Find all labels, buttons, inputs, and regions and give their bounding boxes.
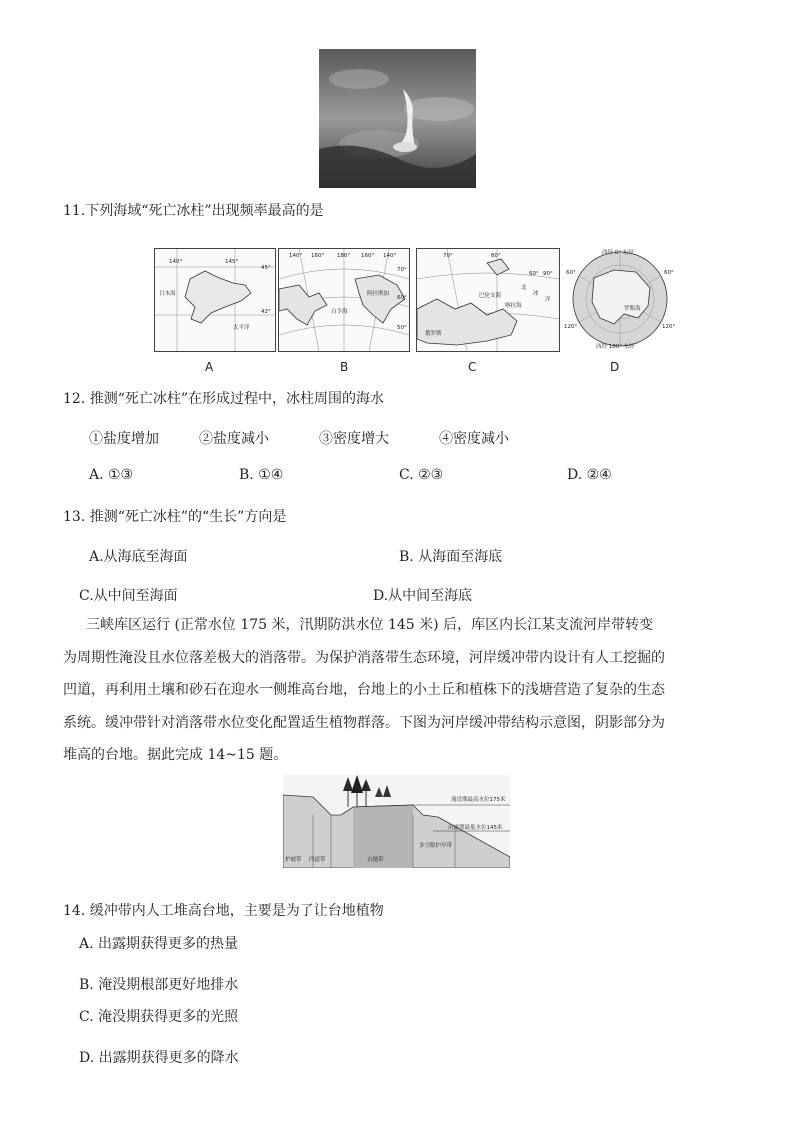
map-b-label: B <box>340 360 349 374</box>
zone-porous-bank: 多空隙护岸带 <box>419 843 453 849</box>
q12-option-d[interactable]: D. ②④ <box>567 467 612 483</box>
map-c-kara-sea: 喀拉海 <box>505 303 522 309</box>
map-d-antarctica <box>564 248 676 350</box>
map-a-lon-140: 140° <box>169 259 183 265</box>
passage-line-2: 为周期性淹没且水位落差极大的消落带。为保护消落带生态环境，河岸缓冲带内设计有人工挖掘的 <box>63 649 665 666</box>
q12-item-3: ③密度增大 <box>319 431 389 447</box>
buffer-zone-diagram <box>283 775 510 868</box>
zone-slope-protection: 护坡带 <box>285 857 302 863</box>
map-a-lat-42: 42° <box>261 309 271 315</box>
q12-item-2: ②盐度减小 <box>199 431 269 447</box>
map-a-pacific: 太平洋 <box>233 325 250 331</box>
high-water-label: 淹没期最高水位175米 <box>451 797 506 803</box>
map-d-lon-120w: 120° <box>564 324 578 330</box>
map-d-lon-60e: 60° <box>664 270 674 276</box>
map-b-lat-70: 70° <box>397 267 407 273</box>
map-d-bottom: 西经 180° 东经 <box>596 344 635 350</box>
q12-item-1: ①盐度增加 <box>89 431 159 447</box>
map-c-bei: 北 <box>521 285 527 291</box>
map-b-alaska: 阿拉斯加 <box>367 291 390 297</box>
map-c-yang: 洋 <box>545 297 551 303</box>
q11-stem: 11.下列海域“死亡冰柱”出现频率最高的是 <box>63 203 324 219</box>
q13-option-a[interactable]: A.从海底至海面 <box>89 549 188 565</box>
map-a-hokkaido <box>154 248 276 352</box>
map-c-barents-sea: 巴伦支海 <box>479 293 502 299</box>
q12-item-4: ④密度减小 <box>439 431 509 447</box>
map-c-lat-60: 60° <box>529 271 539 277</box>
map-b-lat-60: 60° <box>397 295 407 301</box>
map-c-label: C <box>468 360 477 374</box>
map-c-bing: 冰 <box>533 291 539 297</box>
zone-platform: 台地带 <box>367 857 384 863</box>
map-a-japan-sea: 日本海 <box>159 291 176 297</box>
zone-concave-channel: 凹道带 <box>309 857 326 863</box>
map-c-lon-80: 80° <box>491 253 501 259</box>
q13-option-c[interactable]: C.从中间至海面 <box>79 588 178 604</box>
q14-option-c[interactable]: C. 淹没期获得更多的光照 <box>79 1009 239 1025</box>
map-c-lon-70: 70° <box>443 253 453 259</box>
map-b-lon-160a: 160° <box>311 253 325 259</box>
q13-option-b[interactable]: B. 从海面至海底 <box>399 549 503 565</box>
map-d-top: 西经 0° 东经 <box>602 250 634 256</box>
map-d-ross-sea: 罗斯海 <box>624 306 641 312</box>
q14-option-b[interactable]: B. 淹没期根部更好地排水 <box>79 977 239 993</box>
map-b-bering <box>278 248 410 352</box>
map-a-lon-145: 145° <box>225 259 239 265</box>
map-b-bering-sea: 白令海 <box>331 309 348 315</box>
passage-line-1: 三峡库区运行 (正常水位 175 米，汛期防洪水位 145 米) 后，库区内长江某支流河岸带转变 <box>86 617 654 633</box>
q12-option-c[interactable]: C. ②③ <box>399 467 444 483</box>
passage-line-3: 凹道，再利用土壤和砂石在迎水一侧堆高台地，台地上的小土丘和植株下的浅塘营造了复杂的生态 <box>63 682 665 698</box>
map-b-lon-140a: 140° <box>289 253 303 259</box>
q14-option-a[interactable]: A. 出露期获得更多的热量 <box>79 936 239 952</box>
q12-option-b[interactable]: B. ①④ <box>239 467 284 483</box>
map-d-lon-120e: 120° <box>662 324 676 330</box>
map-b-lat-50: 50° <box>397 325 407 331</box>
map-c-barents <box>416 248 560 352</box>
map-a-label: A <box>205 360 214 374</box>
passage-line-4: 系统。缓冲带针对消落带水位变化配置适生植物群落。下图为河岸缓冲带结构示意图，阴影部分为 <box>63 714 665 731</box>
q13-stem: 13. 推测“死亡冰柱”的“生长”方向是 <box>63 509 287 525</box>
passage-line-5: 堆高的台地。据此完成 14~15 题。 <box>63 747 288 763</box>
map-d-lon-60w: 60° <box>566 270 576 276</box>
map-b-lon-160b: 160° <box>361 253 375 259</box>
q13-option-d[interactable]: D.从中间至海底 <box>373 588 473 604</box>
map-b-lon-140b: 140° <box>383 253 397 259</box>
q12-stem: 12. 推测“死亡冰柱”在形成过程中，冰柱周围的海水 <box>63 391 385 407</box>
map-d-label: D <box>610 360 620 374</box>
map-c-russia: 俄罗斯 <box>425 331 442 337</box>
low-water-label: 出露期最低水位145米 <box>448 825 503 831</box>
passage <box>63 609 741 772</box>
map-b-lon-180: 180° <box>337 253 351 259</box>
map-a-lat-45: 45° <box>261 265 271 271</box>
map-c-lon-90: 90° <box>543 271 553 277</box>
q12-option-a[interactable]: A. ①③ <box>89 467 134 483</box>
ice-column-photo <box>319 49 476 188</box>
q14-stem: 14. 缓冲带内人工堆高台地，主要是为了让台地植物 <box>63 903 384 919</box>
q14-option-d[interactable]: D. 出露期获得更多的降水 <box>79 1050 239 1066</box>
